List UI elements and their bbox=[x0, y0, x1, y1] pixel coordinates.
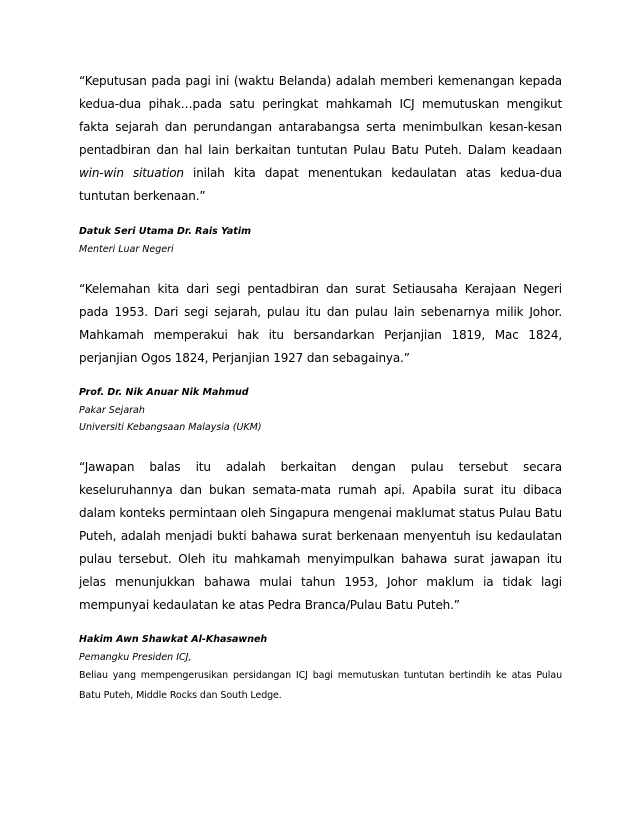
speaker-role: Menteri Luar Negeri bbox=[79, 244, 174, 255]
quote-emphasis: win-win situation bbox=[79, 166, 184, 180]
speaker-name: Datuk Seri Utama Dr. Rais Yatim bbox=[79, 226, 251, 237]
document-page bbox=[79, 70, 562, 706]
attribution-al-khasawneh bbox=[79, 631, 562, 706]
speaker-affiliation: Universiti Kebangsaan Malaysia (UKM) bbox=[79, 422, 262, 433]
quote-nik-anuar: “Kelemahan kita dari segi pentadbiran dan surat Setiausaha Kerajaan Negeri pada 1953. Dari segi sejarah, pulau itu dan pulau lain sebenarnya milik Johor. Mahkamah memperakui hak itu bersandarkan Perjanjian 1819, Mac 1824, perjanjian Ogos 1824, Perjanjian 1927 dan sebagainya.” bbox=[79, 282, 562, 365]
speaker-role: Pemangku Presiden ICJ, bbox=[79, 652, 192, 663]
attribution-nik-anuar bbox=[79, 384, 562, 436]
attribution-rais-yatim bbox=[79, 223, 562, 258]
quote-text-end: inilah kita dapat menentukan kedaulatan atas kedua-dua tuntutan berkenaan.” bbox=[79, 166, 562, 203]
quote-al-khasawneh: “Jawapan balas itu adalah berkaitan dengan pulau tersebut secara keseluruhannya dan bukan semata-mata rumah api. Apabila surat itu dibaca dalam konteks permintaan oleh Singapura mengenai maklumat status Pulau Batu Puteh, adalah menjadi bukti bahawa surat berkenaan menyentuh isu kedaulatan pulau tersebut. Oleh itu mahkamah menyimpulkan bahawa surat jawapan itu jelas menunjukkan bahawa mulai tahun 1953, Johor maklum ia tidak lagi mempunyai kedaulatan ke atas Pedra Branca/Pulau Batu Puteh.” bbox=[79, 460, 562, 612]
quote-text-start: “Keputusan pada pagi ini (waktu Belanda) adalah memberi kemenangan kepada kedua-dua pihak…pada satu peringkat mahkamah ICJ memutuskan mengikut fakta sejarah dan perundangan antarabangsa serta menimbulkan kesan-kesan pentadbiran dan hal lain berkaitan tuntutan Pulau Batu Puteh. Dalam keadaan bbox=[79, 74, 562, 157]
quote-rais-yatim bbox=[79, 70, 562, 208]
speaker-note: Beliau yang mempengerusikan persidangan ICJ bagi memutuskan tuntutan bertindih ke atas Pulau Batu Puteh, Middle Rocks dan South Ledge. bbox=[79, 670, 562, 701]
speaker-name: Hakim Awn Shawkat Al-Khasawneh bbox=[79, 634, 268, 645]
speaker-name: Prof. Dr. Nik Anuar Nik Mahmud bbox=[79, 387, 249, 398]
speaker-role: Pakar Sejarah bbox=[79, 405, 145, 416]
